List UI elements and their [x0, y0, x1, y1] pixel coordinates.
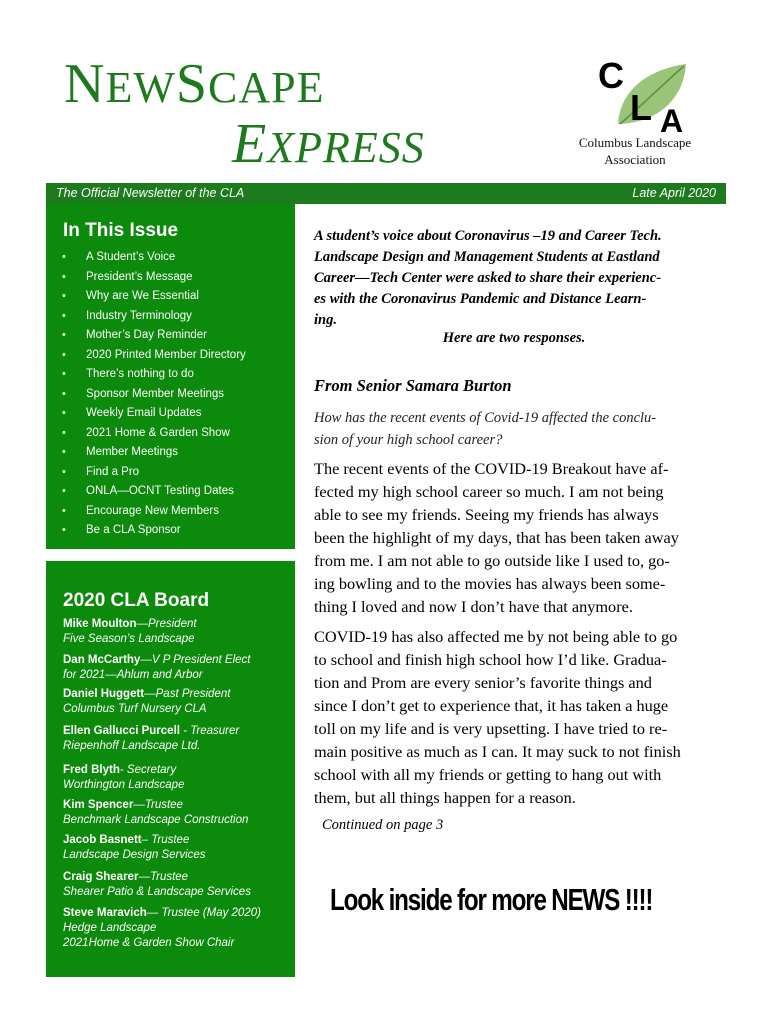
board-box	[46, 561, 295, 977]
board-member	[63, 724, 239, 754]
intro-line: Career—Tech Center were asked to share their experienc-	[314, 270, 662, 286]
title-initial-s: S	[175, 53, 209, 115]
paragraph-line: to school and finish high school how I’d like. Gradua-	[314, 650, 667, 669]
article-intro	[314, 226, 714, 331]
intro-line: es with the Coronavirus Pandemic and Distance Learn-	[314, 291, 647, 307]
member-role: Past President	[155, 688, 231, 700]
member-name: Steve Maravich	[63, 907, 147, 919]
paragraph-line: been the highlight of my days, that has been taken away	[314, 528, 679, 547]
issue-item: • A Student’s Voice	[60, 248, 246, 268]
member-company: Worthington Landscape	[63, 779, 185, 791]
member-sep: —	[140, 654, 152, 666]
article-paragraph-2	[314, 625, 714, 809]
member-company: Landscape Design Services	[63, 849, 206, 861]
continued-note: Continued on page 3	[322, 817, 444, 833]
member-sep: —	[133, 799, 145, 811]
member-company: Hedge Landscape	[63, 922, 157, 934]
question-line: sion of your high school career?	[314, 432, 503, 448]
board-member	[63, 833, 206, 863]
board-member	[63, 870, 251, 900]
newsletter-title-line1	[64, 52, 325, 116]
board-member	[63, 798, 248, 828]
title-initial-n: N	[64, 53, 106, 115]
newsletter-banner	[46, 183, 726, 204]
look-inside-callout: Look inside for more NEWS !!!!	[330, 882, 653, 917]
in-this-issue-title: In This Issue	[63, 220, 179, 241]
issue-item: • Find a Pro	[60, 463, 246, 483]
newsletter-title-line2	[232, 112, 425, 176]
title-rest-xpress: XPRESS	[267, 123, 425, 172]
member-name: Craig Shearer	[63, 871, 139, 883]
issue-list	[60, 248, 246, 541]
cla-logo	[590, 52, 700, 132]
issue-item: • Sponsor Member Meetings	[60, 385, 246, 405]
issue-item: • There’s nothing to do	[60, 365, 246, 385]
paragraph-line: them, but all things happen for a reason.	[314, 788, 576, 807]
logo-caption	[560, 134, 710, 168]
member-name: Ellen Gallucci Purcell	[63, 725, 180, 737]
member-company: Five Season’s Landscape	[63, 633, 195, 645]
paragraph-line: COVID-19 has also affected me by not being able to go	[314, 627, 678, 646]
member-name: Jacob Basnett	[63, 834, 142, 846]
title-rest-ew: EW	[105, 63, 176, 112]
issue-item: • Member Meetings	[60, 443, 246, 463]
member-role: Trustee	[151, 834, 190, 846]
member-name: Daniel Huggett	[63, 688, 145, 700]
paragraph-line: The recent events of the COVID-19 Breakout have af-	[314, 459, 669, 478]
member-role: Trustee	[144, 799, 183, 811]
member-sep: –	[141, 834, 152, 846]
intro-line: A student’s voice about Coronavirus –19 and Career Tech.	[314, 228, 662, 244]
issue-item: • Industry Terminology	[60, 307, 246, 327]
member-role: V P President Elect	[151, 654, 251, 666]
board-title: 2020 CLA Board	[63, 590, 210, 611]
intro-line: Landscape Design and Management Students at Eastland	[314, 249, 660, 265]
member-company: Benchmark Landscape Construction	[63, 814, 249, 826]
logo-letter-a: A	[660, 103, 684, 132]
member-company: Riepenhoff Landscape Ltd.	[63, 740, 201, 752]
paragraph-line: from me. I am not able to go outside like I used to, go-	[314, 551, 670, 570]
title-initial-e: E	[232, 113, 268, 175]
logo-letter-c: C	[598, 55, 624, 96]
paragraph-line: since I don’t get to experience that, it has taken a huge	[314, 696, 669, 715]
section-heading: From Senior Samara Burton	[314, 376, 512, 395]
member-role: Trustee (May 2020)	[161, 907, 261, 919]
title-rest-cape: CAPE	[208, 63, 325, 112]
member-company: Shearer Patio & Landscape Services	[63, 886, 251, 898]
intro-line: ing.	[314, 312, 337, 328]
issue-item: • Weekly Email Updates	[60, 404, 246, 424]
paragraph-line: school with all my friends or getting to hang out with	[314, 765, 662, 784]
member-role: Secretary	[126, 764, 177, 776]
in-this-issue-box	[46, 204, 295, 549]
logo-letter-l: L	[630, 87, 652, 128]
paragraph-line: thing I loved and now I don’t have that anymore.	[314, 597, 633, 616]
member-sep: —	[146, 907, 162, 919]
member-role: President	[147, 618, 197, 630]
member-name: Fred Blyth	[63, 764, 120, 776]
interview-question	[314, 407, 714, 451]
member-sep: -	[179, 725, 191, 737]
issue-item: • 2020 Printed Member Directory	[60, 346, 246, 366]
paragraph-line: tion and Prom are every senior’s favorite things and	[314, 673, 652, 692]
logo-caption-line: Columbus Landscape	[578, 135, 692, 150]
member-sep: —	[138, 871, 150, 883]
board-member	[63, 906, 261, 951]
board-member	[63, 617, 197, 647]
issue-item: • Be a CLA Sponsor	[60, 521, 246, 541]
issue-item: • Why are We Essential	[60, 287, 246, 307]
paragraph-line: fected my high school career so much. I am not being	[314, 482, 664, 501]
intro-responses-note: Here are two responses.	[442, 330, 586, 346]
member-company: Columbus Turf Nursery CLA	[63, 703, 207, 715]
member-extra-role: 2021Home & Garden Show Chair	[63, 937, 235, 949]
issue-item: • Mother’s Day Reminder	[60, 326, 246, 346]
board-member	[63, 653, 250, 683]
issue-item: • 2021 Home & Garden Show	[60, 424, 246, 444]
member-name: Mike Moulton	[63, 618, 137, 630]
question-line: How has the recent events of Covid-19 affected the conclu-	[314, 410, 657, 426]
issue-item: • Encourage New Members	[60, 502, 246, 522]
member-company: for 2021—Ahlum and Arbor	[63, 669, 203, 681]
member-role: Treasurer	[190, 725, 240, 737]
paragraph-line: toll on my life and is very upsetting. I have tried to re-	[314, 719, 668, 738]
member-sep: -	[119, 764, 127, 776]
banner-date: Late April 2020	[632, 186, 716, 200]
board-member	[63, 687, 230, 717]
member-sep: —	[144, 688, 156, 700]
member-sep: —	[136, 618, 148, 630]
issue-item: • ONLA—OCNT Testing Dates	[60, 482, 246, 502]
issue-item: • President’s Message	[60, 268, 246, 288]
article-paragraph-1	[314, 457, 714, 618]
member-role: Trustee	[149, 871, 189, 883]
banner-tagline: The Official Newsletter of the CLA	[56, 186, 245, 200]
paragraph-line: main positive as much as I can. It may suck to not finish	[314, 742, 681, 761]
board-member	[63, 763, 184, 793]
paragraph-line: ing bowling and to the movies has always been some-	[314, 574, 666, 593]
paragraph-line: able to see my friends. Seeing my friends has always	[314, 505, 659, 524]
logo-caption-line: Association	[604, 152, 666, 167]
member-name: Kim Spencer	[63, 799, 134, 811]
member-name: Dan McCarthy	[63, 654, 141, 666]
